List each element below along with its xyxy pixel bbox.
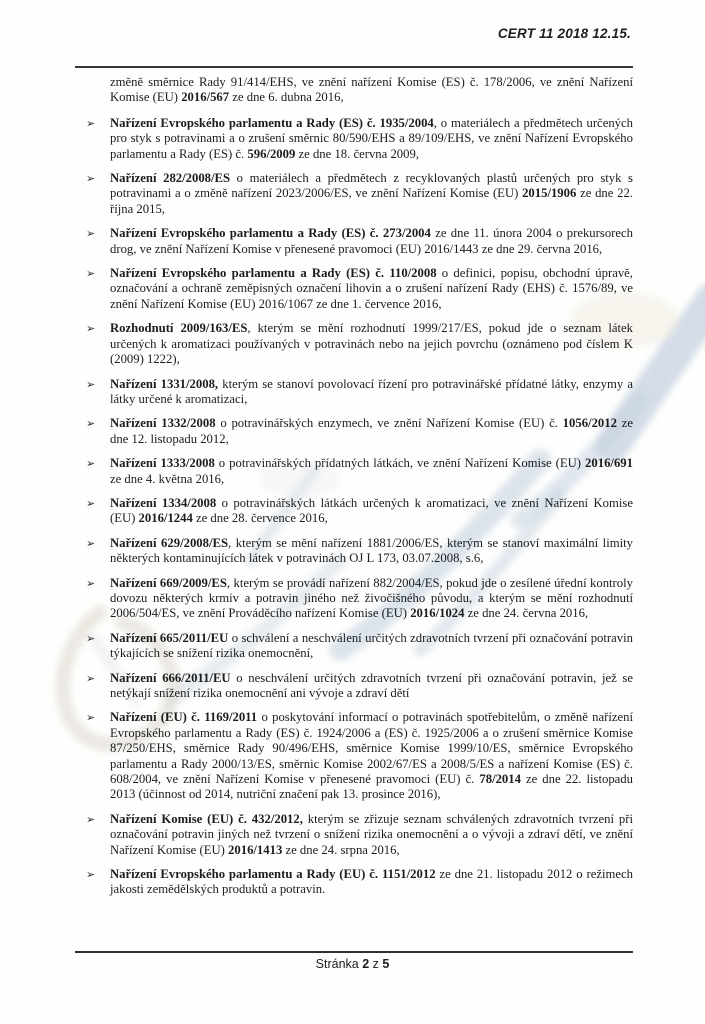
list-item-text: Nařízení 1334/2008 o potravinářských látkách určených k aromatizaci, ve znění Nařízení Komise (EU) 2016/1244 ze dne 28. července 2016, (110, 495, 633, 526)
list-item-text: Nařízení Evropského parlamentu a Rady (ES) č. 110/2008 o definici, popisu, obchodní úpravě, označování a ochraně zeměpisných označení lihovin a o zrušení nařízení Rady (EHS) č. 1576/89, ve znění Nařízení Komise (EU) 2016/1067 ze dne 1. července 2016, (110, 266, 633, 311)
arrow-bullet-icon: ➢ (86, 671, 96, 685)
arrow-bullet-icon: ➢ (86, 172, 96, 186)
arrow-bullet-icon: ➢ (86, 417, 96, 431)
list-item-text: Nařízení 1333/2008 o potravinářských přídatných látkách, ve znění Nařízení Komise (EU) 2016/691 ze dne 4. května 2016, (110, 456, 633, 486)
list-item-text: Rozhodnutí 2009/163/ES, kterým se mění rozhodnutí 1999/217/ES, pokud jde o seznam látek určených k aromatizaci používaných v potravinách nebo na jejich povrchu (oznámeno pod číslem K (2009) 1222), (110, 321, 633, 367)
footer-divider (75, 951, 633, 953)
document-body (75, 75, 633, 907)
list-item (75, 671, 633, 702)
footer-total-pages: 5 (382, 957, 390, 971)
list-item-text: Nařízení (EU) č. 1169/2011 o poskytování informací o potravinách spotřebitelům, o změně nařízení Evropského parlamentu a Rady (ES) č. 1924/2006 a (ES) č. 1925/2006 a o zrušení směrnice Komise 87/250/EHS, směrnice Rady 90/496/EHS, směrnice Komise 1999/10/ES, směrnice Evropského parlamentu a Rady 2000/13/ES, směrnic Komise 2002/67/ES a 2008/5/ES a nařízení Komise (ES) č. 608/2004, ve znění Nařízení Komise v přenesené pravomoci (EU) č. 78/2014 ze dne 22. listopadu 2013 (účinnost od 2014, nutriční značení pak 13. prosince 2016), (110, 710, 633, 802)
list-item-text: Nařízení 665/2011/EU o schválení a neschválení určitých zdravotních tvrzení při označování potravin týkajících se snížení rizika onemocnění, (110, 630, 633, 661)
list-item-text: Nařízení Evropského parlamentu a Rady (ES) č. 1935/2004, o materiálech a předmětech určených pro styk s potravinami a o zrušení směrnic 80/590/EHS a 89/109/EHS, ve znění Nařízení Evropského parlamentu a Rady (ES) č. 596/2009 ze dne 18. června 2009, (110, 115, 633, 161)
list-item (75, 321, 633, 367)
list-item (75, 116, 633, 162)
regulation-list (75, 116, 633, 898)
header-reference: CERT 11 2018 12.15. (497, 26, 631, 41)
list-item-text: Nařízení 669/2009/ES, kterým se provádí nařízení 882/2004/ES, pokud jde o zesílené úřední kontroly dovozu některých krmiv a potravin jiného než živočišného původu, a kterým se mění rozhodnutí 2006/504/ES, ve znění Prováděcího nařízení Komise (EU) 2016/1024 ze dne 24. června 2016, (110, 575, 633, 621)
arrow-bullet-icon: ➢ (86, 711, 96, 725)
arrow-bullet-icon: ➢ (86, 227, 96, 241)
list-item (75, 226, 633, 257)
arrow-bullet-icon: ➢ (86, 377, 96, 391)
arrow-bullet-icon: ➢ (86, 576, 96, 590)
list-item (75, 710, 633, 802)
list-item-text: Nařízení Komise (EU) č. 432/2012, kterým se zřizuje seznam schválených zdravotních tvrzení při označování potravin jiných než tvrzení o snížení rizika onemocnění a o vývoji a zdraví dětí, ve znění Nařízení Komise (EU) 2016/1413 ze dne 24. srpna 2016, (110, 811, 633, 857)
list-item (75, 576, 633, 622)
page-footer (0, 957, 705, 971)
arrow-bullet-icon: ➢ (86, 322, 96, 336)
arrow-bullet-icon: ➢ (86, 812, 96, 826)
list-item (75, 496, 633, 527)
list-item (75, 416, 633, 447)
arrow-bullet-icon: ➢ (86, 536, 96, 550)
list-item-text: Nařízení 1331/2008, kterým se stanoví povolovací řízení pro potravinářské přídatné látky, enzymy a látky určené k aromatizaci, (110, 376, 633, 406)
list-item-text: Nařízení 666/2011/EU o neschválení určitých zdravotních tvrzení při označování potravin, jež se netýkají snížení rizika onemocnění ani vývoje a zdraví dětí (110, 670, 633, 700)
list-item (75, 812, 633, 858)
list-item (75, 377, 633, 408)
continuation-paragraph: změně směrnice Rady 91/414/EHS, ve znění nařízení Komise (ES) č. 178/2006, ve znění Nařízení Komise (EU) 2016/567 ze dne 6. dubna 2016, (110, 75, 633, 105)
arrow-bullet-icon: ➢ (86, 116, 96, 130)
footer-separator: z (372, 957, 379, 971)
arrow-bullet-icon: ➢ (86, 496, 96, 510)
arrow-bullet-icon: ➢ (86, 868, 96, 882)
list-item (75, 456, 633, 487)
header-divider (75, 66, 633, 68)
arrow-bullet-icon: ➢ (86, 631, 96, 645)
list-item (75, 867, 633, 898)
arrow-bullet-icon: ➢ (86, 457, 96, 471)
footer-page-number: 2 (362, 957, 370, 971)
list-item (75, 631, 633, 662)
list-item-text: Nařízení 1332/2008 o potravinářských enzymech, ve znění Nařízení Komise (EU) č. 1056/2012 ze dne 12. listopadu 2012, (110, 416, 633, 446)
arrow-bullet-icon: ➢ (86, 267, 96, 281)
list-item-text: Nařízení 282/2008/ES o materiálech a předmětech z recyklovaných plastů určených pro styk s potravinami a o změně nařízení 2023/2006/ES, ve znění Nařízení Komise (EU) 2015/1906 ze dne 22. října 2015, (110, 171, 633, 216)
list-item (75, 266, 633, 312)
list-item-text: Nařízení 629/2008/ES, kterým se mění nařízení 1881/2006/ES, kterým se stanoví maximální limity některých kontaminujících látek v potravinách OJ L 173, 03.07.2008, s.6, (110, 535, 633, 566)
list-item (75, 536, 633, 567)
list-item-text: Nařízení Evropského parlamentu a Rady (EU) č. 1151/2012 ze dne 21. listopadu 2012 o režimech jakosti zemědělských produktů a potravin. (110, 867, 634, 897)
footer-label: Stránka (315, 957, 359, 971)
list-item-text: Nařízení Evropského parlamentu a Rady (ES) č. 273/2004 ze dne 11. února 2004 o prekursorech drog, ve znění Nařízení Komise v přenesené pravomoci (EU) 2016/1443 ze dne 29. června 2016, (110, 226, 633, 256)
list-item (75, 171, 633, 217)
